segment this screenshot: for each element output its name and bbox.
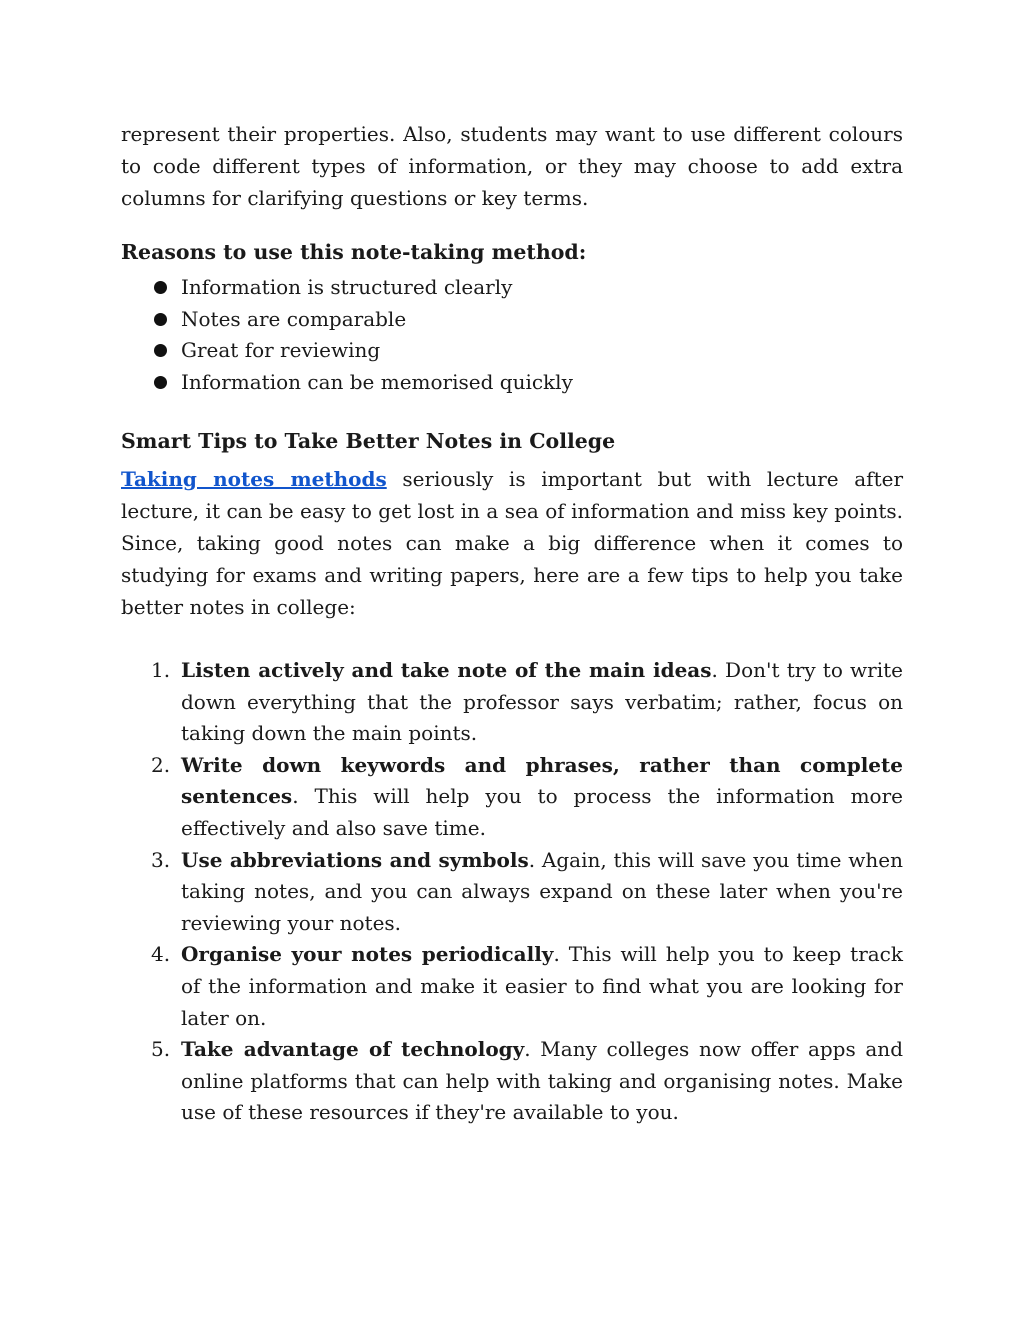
bullet-icon [154,281,167,294]
tip-title: Write down keywords and phrases, rather than complete sentences [181,752,903,809]
tip-number: 1. [151,658,171,682]
tip-title: Take advantage of technology [181,1037,525,1062]
list-item [121,304,903,336]
tip-number: 5. [151,1037,171,1062]
tip-item [121,750,903,845]
tip-title: Organise your notes periodically [181,942,554,967]
tips-list [121,655,903,1129]
taking-notes-methods-link[interactable]: Taking notes methods [121,467,387,491]
tip-text: . Again, this will save you time when taking notes, and you can always expand on these later when you're reviewing your notes. [181,847,903,935]
bullet-icon [154,376,167,389]
list-item-label: Great for reviewing [181,338,381,362]
tip-item [121,939,903,1034]
tip-item [121,655,903,750]
list-item-label: Information is structured clearly [181,275,513,299]
tip-text: . Don't try to write down everything that the professor says verbatim; rather, focus on taking down the main points. [181,658,903,746]
tips-paragraph [121,463,903,623]
list-item [121,335,903,367]
list-item-label: Information can be memorised quickly [181,369,573,394]
tip-item [121,845,903,940]
tip-number: 3. [151,847,171,872]
bullet-icon [154,313,167,326]
tips-paragraph-text: seriously is important but with lecture after lecture, it can be easy to get lost in a sea of information and miss key points. Since, taking good notes can make a big difference when it comes to studying for exams and writing papers, here are a few tips to help you take better notes in college: [121,467,904,619]
tip-text: . This will help you to process the information more effectively and also save time. [181,784,903,840]
document-page [121,118,903,1129]
tip-text: . Many colleges now offer apps and online platforms that can help with taking and organising notes. Make use of these resources if they're available to you. [181,1037,903,1125]
tip-item [121,1034,903,1129]
tip-text: . This will help you to keep track of the information and make it easier to find what you are looking for later on. [181,942,903,1030]
bullet-icon [154,344,167,357]
intro-paragraph: represent their properties. Also, students may want to use different colours to code different types of information, or they may choose to add extra columns for clarifying questions or key terms. [121,122,903,210]
tip-number: 2. [151,752,171,777]
list-item [121,367,903,399]
tip-title: Listen actively and take note of the main ideas [181,658,712,682]
tip-number: 4. [151,942,171,967]
list-item-label: Notes are comparable [181,306,407,331]
list-item [121,272,903,304]
tip-title: Use abbreviations and symbols [181,847,529,872]
reasons-list [121,272,903,398]
tips-heading: Smart Tips to Take Better Notes in College [121,429,616,453]
reasons-heading: Reasons to use this note-taking method: [121,240,587,264]
